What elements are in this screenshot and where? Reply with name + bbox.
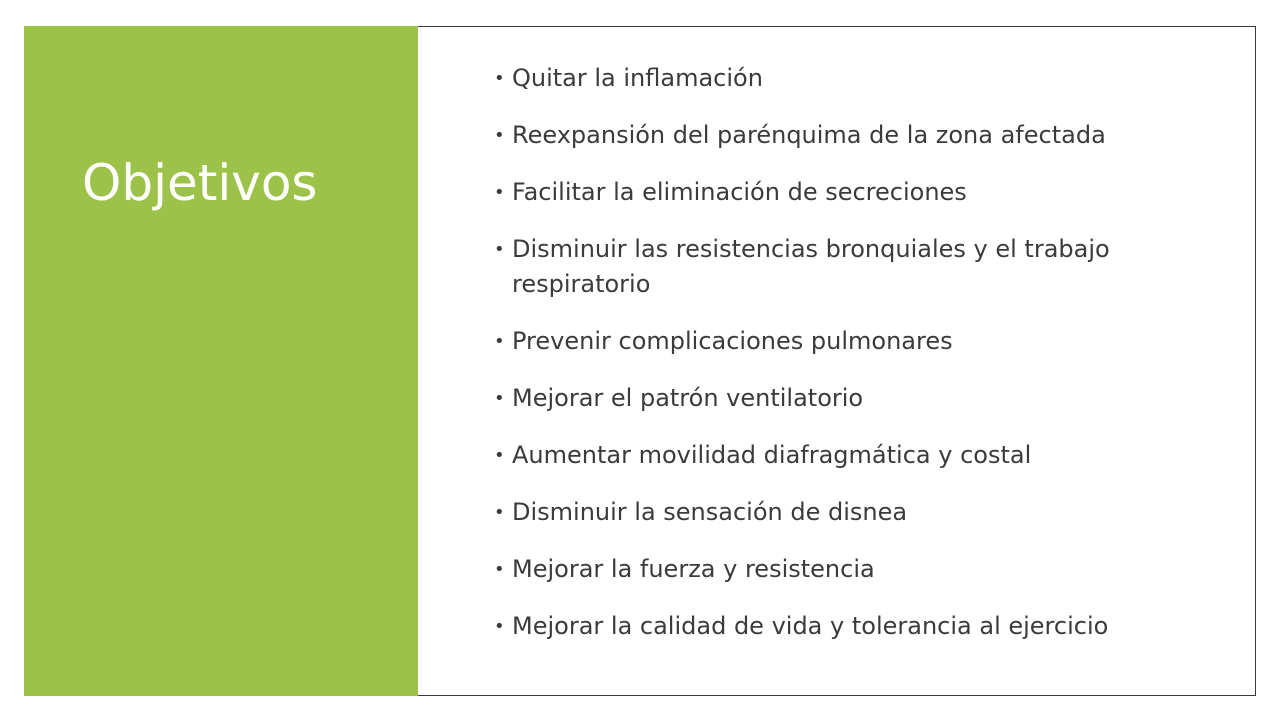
list-item-text: Mejorar la fuerza y resistencia (512, 555, 875, 583)
list-item (494, 61, 1194, 96)
list-item-text: Mejorar la calidad de vida y tolerancia al ejercicio (512, 612, 1109, 640)
list-item (494, 324, 1194, 359)
slide-title: Objetivos (82, 154, 318, 212)
list-item (494, 438, 1194, 473)
list-item (494, 495, 1194, 530)
title-panel (24, 26, 418, 696)
list-item-text: Quitar la inflamación (512, 64, 763, 92)
bullet-icon: • (494, 182, 505, 203)
list-item (494, 118, 1194, 153)
list-item-text: Prevenir complicaciones pulmonares (512, 327, 953, 355)
bullet-icon: • (494, 125, 505, 146)
list-item-text: Aumentar movilidad diafragmática y costal (512, 441, 1032, 469)
list-item (494, 552, 1194, 587)
bullet-icon: • (494, 616, 505, 637)
bullet-icon: • (494, 445, 505, 466)
list-item (494, 609, 1194, 644)
list-item-text: Disminuir las resistencias bronquiales y el trabajo respiratorio (512, 235, 1110, 298)
objectives-list (494, 61, 1194, 666)
list-item-text: Reexpansión del parénquima de la zona afectada (512, 121, 1106, 149)
bullet-icon: • (494, 388, 505, 409)
bullet-icon: • (494, 559, 505, 580)
list-item-text: Disminuir la sensación de disnea (512, 498, 908, 526)
bullet-icon: • (494, 68, 505, 89)
bullet-icon: • (494, 239, 505, 260)
list-item-text: Facilitar la eliminación de secreciones (512, 178, 967, 206)
list-item-text: Mejorar el patrón ventilatorio (512, 384, 864, 412)
list-item (494, 175, 1194, 210)
list-item (494, 381, 1194, 416)
bullet-icon: • (494, 502, 505, 523)
bullet-icon: • (494, 331, 505, 352)
list-item (494, 232, 1194, 302)
